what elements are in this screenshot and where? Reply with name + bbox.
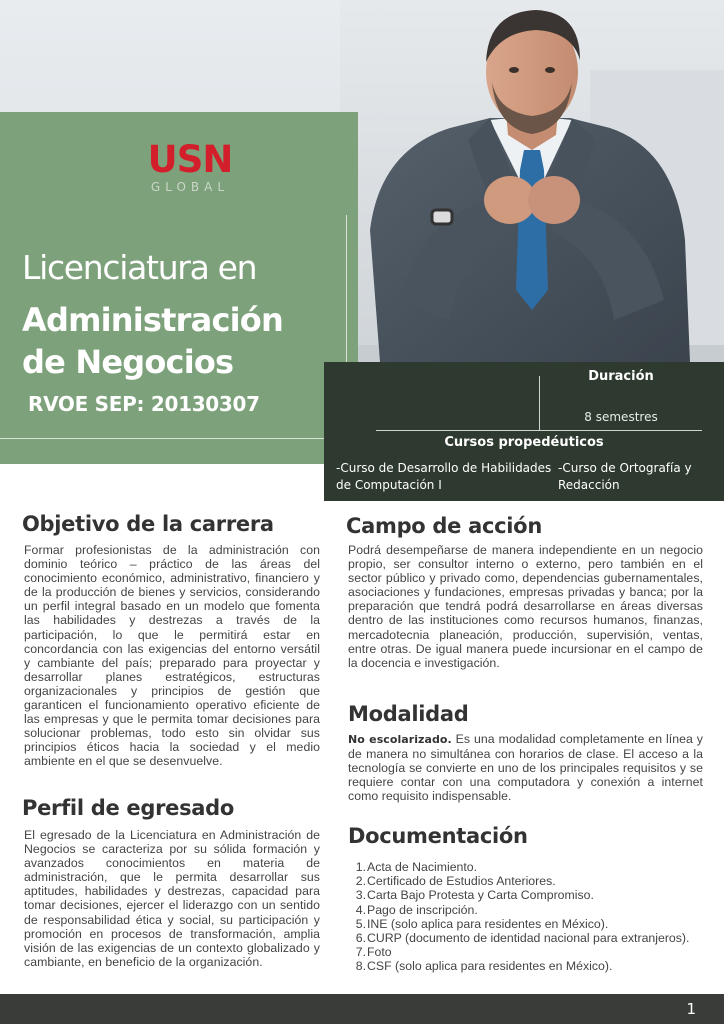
title-line-2: Administración — [22, 301, 283, 339]
modalidad-heading: Modalidad — [348, 702, 469, 726]
logo-subtitle: GLOBAL — [150, 180, 230, 194]
list-item: 8. CSF (solo aplica para residentes en México). — [355, 959, 613, 974]
documentation-list — [354, 860, 704, 974]
footer-bar — [0, 994, 724, 1024]
duration-value: 8 semestres — [584, 410, 658, 424]
list-item: 7. Foto — [355, 945, 392, 960]
list-item: 3. Carta Bajo Protesta y Carta Compromiso. — [355, 888, 594, 903]
title-line-1: Licenciatura en — [22, 248, 257, 287]
rvoe-code: RVOE SEP: 20130307 — [28, 392, 260, 416]
businessman-photo — [340, 0, 724, 362]
campo-heading: Campo de acción — [346, 514, 542, 538]
objetivo-text: Formar profesionistas de la administración con dominio teórico – práctico de las áreas del conocimiento económico, administrativo, financiero y de la producción de bienes y servicios, considerando un perfil integral basado en un modelo que fomenta las habilidades y destrezas a través de la participación, lo que le permitirá estar en concordancia con las exigencias del entorno versátil y cambiante del país; preparado para proyectar y desarrollar planes estratégicos, estructuras organizacionales y principios de gestión que garanticen el funcionamiento operativo eficiente de las empresas y que le permita tomar decisiones para solucionar problemas, todo esto sin olvidar sus principios éticos hacia la sociedad y el medio ambiente en el que se desenvuelve. — [24, 543, 320, 769]
list-item: 1. Acta de Nacimiento. — [355, 860, 478, 874]
usn-logo — [130, 140, 250, 194]
objetivo-heading: Objetivo de la carrera — [22, 512, 274, 536]
perfil-text: El egresado de la Licenciatura en Administración de Negocios se caracteriza por su sólida formación y avanzados conocimientos en materia de administración, que le permita desarrollar sus aptitudes, habilidades y destrezas, capacidad para tomar decisiones, ejercer el liderazgo con un sentido de responsabilidad ética y social, su participación y promoción en procesos de transformación, amplia visión de las exigencias de un contexto globalizado y cambiante, en beneficio de la organización. — [24, 828, 320, 969]
panel-divider-horizontal — [0, 438, 347, 439]
list-item: 6. CURP (documento de identidad nacional para extranjeros). — [355, 931, 690, 946]
logo-wordmark: USN — [147, 138, 233, 181]
title-main — [22, 299, 352, 383]
list-item: 4. Pago de inscripción. — [355, 902, 478, 917]
program-info-box — [324, 362, 724, 501]
campo-text: Podrá desempeñarse de manera independiente en un negocio propio, ser consultor interno o externo, pero también en el sector público y privado como, dependencias gubernamentales, asociaciones y fundaciones, empresas privadas y banca; por la preparación que tendrá podrá desarrollarse en áreas diversas dentro de las instituciones como recursos humanos, finanzas, mercadotecnia planeación, producción, supervisión, ventas, entre otras. De igual manera puede incursionar en el campo de la docencia e investigación. — [348, 543, 703, 670]
course-item-1: -Curso de Desarrollo de Habilidades de Computación I — [336, 461, 552, 492]
list-item: 2. Certificado de Estudios Anteriores. — [355, 874, 556, 889]
page-number: 1 — [686, 1000, 696, 1018]
modalidad-text — [348, 732, 703, 803]
course-item-2: -Curso de Ortografía y Redacción — [558, 461, 692, 492]
duration-label: Duración — [588, 369, 654, 384]
title-line-3: de Negocios — [22, 343, 234, 381]
perfil-heading: Perfil de egresado — [22, 796, 235, 820]
courses-title: Cursos propedéuticos — [444, 435, 604, 450]
modalidad-lead: No escolarizado. — [348, 733, 452, 746]
list-item: 5. INE (solo aplica para residentes en México). — [355, 916, 609, 931]
modalidad-body: Es una modalidad completamente en línea y de manera no simultánea con horarios de clase. El acceso a la tecnología se convierte en uno de los principales requisitos y se requiere contar con una computadora y conexión a internet como requisito indispensable. — [348, 732, 703, 804]
info-divider-vertical — [539, 376, 540, 431]
documentacion-heading: Documentación — [348, 824, 528, 848]
info-divider-horizontal — [376, 430, 702, 431]
